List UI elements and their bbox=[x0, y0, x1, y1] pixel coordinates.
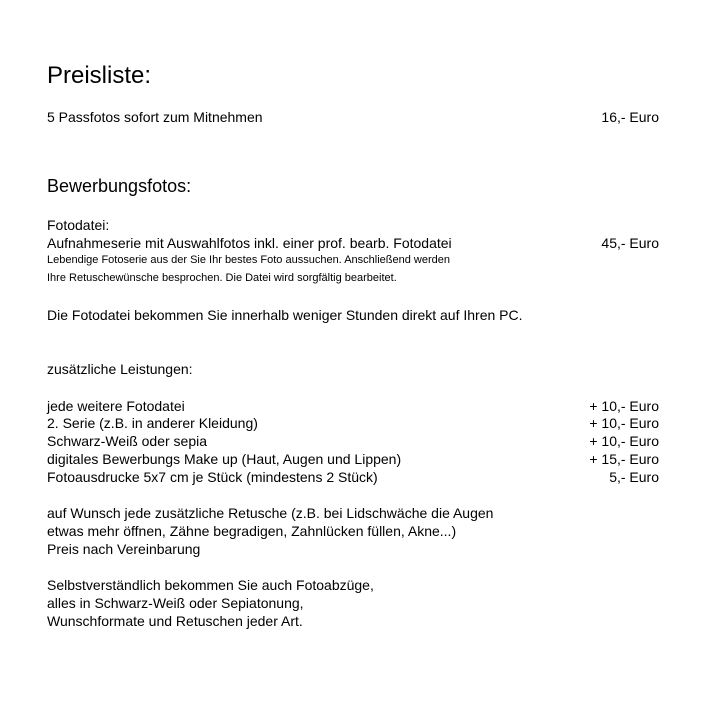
fotodatei-label: Fotodatei: bbox=[47, 217, 110, 233]
retouch-note-line: etwas mehr öffnen, Zähne begradigen, Zahnlücken füllen, Akne...) bbox=[47, 523, 457, 539]
fotodatei-detail-line: Ihre Retuschewünsche besprochen. Die Datei wird sorgfältig bearbeitet. bbox=[47, 272, 397, 284]
extra-item-price: + 10,- Euro bbox=[589, 415, 659, 431]
extra-item-price: + 10,- Euro bbox=[589, 398, 659, 414]
extra-item-label: Fotoausdrucke 5x7 cm je Stück (mindestens 2 Stück) bbox=[47, 469, 378, 485]
extra-item-price: + 15,- Euro bbox=[589, 451, 659, 467]
fotodatei-detail-line: Lebendige Fotoserie aus der Sie Ihr bestes Foto aussuchen. Anschließend werden bbox=[47, 254, 450, 266]
section-heading: Bewerbungsfotos: bbox=[47, 176, 192, 196]
retouch-note-line: auf Wunsch jede zusätzliche Retusche (z.B. bei Lidschwäche die Augen bbox=[47, 505, 494, 521]
retouch-note-line: Preis nach Vereinbarung bbox=[47, 541, 201, 557]
closing-line: alles in Schwarz-Weiß oder Sepiatonung, bbox=[47, 595, 304, 611]
passfoto-price: 16,- Euro bbox=[601, 109, 659, 125]
page-title: Preisliste: bbox=[47, 62, 152, 89]
extra-item-price: + 10,- Euro bbox=[589, 433, 659, 449]
closing-line: Selbstverständlich bekommen Sie auch Fotoabzüge, bbox=[47, 577, 374, 593]
closing-line: Wunschformate und Retuschen jeder Art. bbox=[47, 613, 303, 629]
extra-item-label: digitales Bewerbungs Make up (Haut, Augen und Lippen) bbox=[47, 451, 402, 467]
extra-item-label: 2. Serie (z.B. in anderer Kleidung) bbox=[47, 415, 258, 431]
passfoto-label: 5 Passfotos sofort zum Mitnehmen bbox=[47, 109, 263, 125]
extra-item-label: jede weitere Fotodatei bbox=[47, 398, 185, 414]
extra-item-label: Schwarz-Weiß oder sepia bbox=[47, 433, 208, 449]
delivery-note: Die Fotodatei bekommen Sie innerhalb weniger Stunden direkt auf Ihren PC. bbox=[47, 307, 523, 323]
extra-item-price: 5,- Euro bbox=[609, 469, 659, 485]
fotodatei-price: 45,- Euro bbox=[601, 235, 659, 251]
fotodatei-main-line: Aufnahmeserie mit Auswahlfotos inkl. einer prof. bearb. Fotodatei bbox=[47, 235, 452, 251]
extras-heading: zusätzliche Leistungen: bbox=[47, 361, 193, 377]
